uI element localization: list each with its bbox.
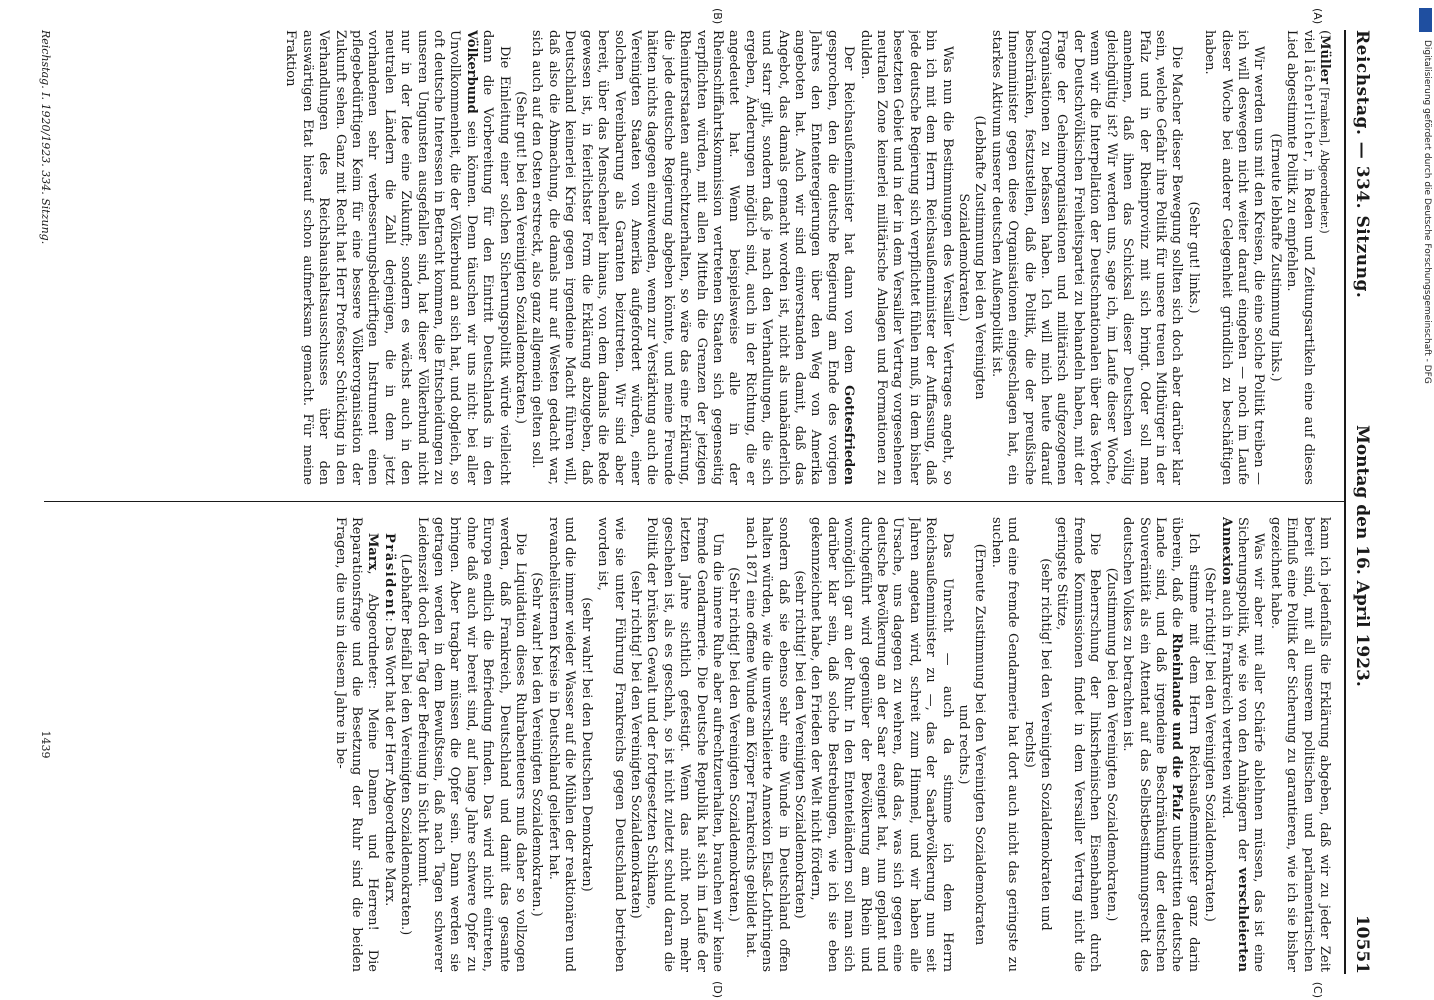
text-run: verschleierten Annexion: [1218, 517, 1250, 972]
text-paragraph: [545, 517, 578, 972]
page-header: [1344, 30, 1388, 974]
text-paragraph: [1217, 517, 1266, 972]
text-run: Ich stimme mit dem Herrn Reichsaußenminister ganz darin überein, daß die: [1169, 517, 1201, 972]
text-run: : Das Wort hat der Herr Abgeordnete Marx.: [381, 617, 397, 907]
text-paragraph: [741, 517, 790, 972]
text-run: (Lebhafter Beifall bei den Vereinigten Sozialdemokraten.): [398, 553, 414, 936]
text-run: Der Reichsaußenminister hat dann von dem: [841, 46, 857, 386]
text-run: [Franken], Abgeordneter.): [1318, 83, 1331, 234]
text-run: sondern daß sie ebenso sehr eine Wunde in Deutschland offen halten würden, wie die unverschleierte Annexion Elsaß-Lothringens nach 1871 eine offene Wunde am Körper Frankreichs gebildet hat.: [742, 517, 791, 972]
text-run: Das Unrecht — auch da stimme ich dem Herrn Reichsaußenminister zu —, das der Saarbevölkerung nun seit Jahren angetan wird, schreit zum Himmel, und wir haben alle Ursache, uns dagegen zu wehren, daß das, was sich gegen eine deutsche Bevölkerung an der Saar ereignet hat, nun geplant und durchgeführt wird gegenüber der Bevölkerung am Rhein und womöglich gar an der Ruhr. In den Ententeländern soll man sich darüber klar sein, daß solche Bestrebungen, wie ich sie eben gekennzeichnet habe, den Frieden der Welt nicht fördern,: [808, 517, 955, 972]
text-paragraph: [1266, 517, 1332, 972]
text-run: (sehr richtig! bei den Vereinigten Sozialdemokraten und rechts): [1021, 558, 1054, 931]
header-date: Montag den 16. April 1923.: [1352, 425, 1372, 687]
text-run: und die immer wieder Wasser auf die Mühlen der reaktionären und revanchelüsternen Kreise in Deutschland geliefert hat.: [545, 517, 578, 972]
right-column: [52, 517, 1332, 972]
text-run: unbestritten deutsche Lande sind, und daß irgendeine Beschränkung der deutschen Souveränität als ein Attentat auf das Selbstbestimmungsrecht des deutschen Volkes zu betrachten ist.: [1120, 517, 1185, 972]
text-run: (Lebhafte Zustimmung bei den Vereinigten Sozialdemokraten.): [956, 115, 988, 400]
text-run: Marx: [365, 533, 381, 571]
text-run: sein können. Denn täuschen wir uns nicht: bei aller Unvollkommenheit, die der Völkerbund an sich hat, und obgleich, so oft deutsche Interessen in Betracht kommen, die Entscheidungen zu unseren Ungunsten ausgefallen sind, hat dieser Völkerbund nicht nur in der Idee eine Zukunft; sondern es wächst auch in den neutralen Ländern die Zahl derjenigen, die in dem jetzt vorhandenen sehr verbesserungsbedürftigen Instrument einen pflegebedürftigen Keim für eine bessere Völkerorganisation der Zukunft sehen. Ganz mit Recht hat Herr Professor Schücking in den Verhandlungen des Reichshaushaltsausschusses über den auswärtigen Etat hierauf schon aufmerksam gemacht. Für meine Fraktion: [283, 30, 479, 485]
text-run: Die Einleitung einer solchen Sicherungspolitik würde vielleicht dann die Vorbereitung für den Eintritt Deutschlands in den: [480, 30, 512, 485]
text-paragraph: [528, 30, 856, 485]
text-paragraph: [594, 517, 627, 972]
text-run: (Erneute Zustimmung bei den Vereinigten Sozialdemokraten und rechts.): [956, 543, 988, 946]
text-run: auch in Frankreich vertreten wird.: [1218, 585, 1234, 819]
interjection-paragraph: [955, 517, 988, 972]
interjection-paragraph: [791, 517, 807, 972]
text-run: kann ich jedenfalls die Erklärung abgeben, daß wir zu jeder Zeit bereit sind, mit all unserem politischen und parlamentarischen Einfluß eine Politik der Sicherung zu garantieren, wie ich sie bisher gezeichnet habe.: [1267, 517, 1332, 972]
interjection-paragraph: [528, 517, 544, 972]
text-paragraph: [987, 30, 1184, 485]
text-run: Rheinlande und die Pfalz: [1169, 633, 1185, 821]
text-run: , Abgeordneter: Meine Damen und Herren! Die Reparationsfrage und die Besetzung der Ruhr sind die beiden Fragen, die uns in diesem Jahre in be-: [332, 517, 381, 972]
interjection-paragraph: [1020, 517, 1053, 972]
margin-marker-a: (A): [1311, 8, 1324, 25]
text-paragraph: [1316, 30, 1332, 485]
text-paragraph: [282, 30, 512, 485]
text-run: Die Macher dieser Bewegung sollten sich doch aber darüber klar sein, welche Gefahr ihre Politik für unsere treuen Mitbürger in der Pfalz und in der Rheinprovinz mit sich bringt. Oder soll man annehmen, daß ihnen das Schicksal dieser Deutschen völlig gleichgültig ist? Wir werden uns, sage ich, im Laufe dieser Woche, wenn wir die Interpellation der Deutschnationalen über das Verbot der Deutschvölkischen Freiheitspartei zu behandeln haben, mit der Frage der Geheimorganisationen und militärisch aufgezogenen Organisationen zu befassen haben. Ich will mich heute darauf beschränken, festzustellen, daß die Politik, die der preußische Innenminister gegen diese Organisationen eingeschlagen hat, ein starkes Aktivum unserer deutschen Außenpolitik ist.: [988, 30, 1185, 485]
dfg-logo-icon: [1419, 8, 1432, 32]
text-run: (: [1317, 30, 1332, 36]
text-run: wie sie unter Führung Frankreichs gegen Deutschland betrieben worden ist,: [595, 517, 627, 972]
text-paragraph: [807, 517, 955, 972]
interjection-paragraph: [1201, 517, 1217, 972]
digitization-sidebar: [1418, 0, 1434, 1000]
text-paragraph: [643, 517, 725, 972]
text-run: (sehr richtig! bei den Vereinigten Sozialdemokraten): [792, 570, 807, 919]
text-run: Müller: [1317, 35, 1332, 84]
text-run: (sehr richtig! bei den Vereinigten Sozialdemokraten): [627, 570, 643, 919]
margin-marker-b: (B): [711, 8, 724, 25]
text-run: Präsident: [381, 533, 397, 618]
text-paragraph: [987, 517, 1020, 972]
left-column: [52, 30, 1332, 485]
text-run: viel: [1300, 30, 1316, 60]
text-run: Was nun die Bestimmungen des Versailler Vertrages angeht, so bin ich mit dem Herrn Reichsaußenminister der Auffassung, daß jede deutsche Regierung sich verpflichtet fühlen muß, in dem bisher besetzten Gebiet und in der in dem Versailler Vertrag vorgesehenen neutralen Zone keinerlei militärische Anlagen und Formationen zu dulden.: [857, 30, 955, 485]
interjection-paragraph: [955, 30, 988, 485]
text-paragraph: [413, 517, 528, 972]
interjection-paragraph: [725, 517, 741, 972]
text-paragraph: [380, 517, 396, 972]
text-run: gesprochen, den die deutsche Regierung am Ende des vorigen Jahres den Ententeregierungen über den Weg von Amerika angeboten hat. Auch wir sind einverstanden damit, daß das Angebot, das damals gemacht worden ist, nicht als unabänderlich und starr gilt, sondern daß je nach den Verhandlungen, die sich ergeben, Änderungen möglich sind, auch in der Richtung, die er angedeutet hat. Wenn beispielsweise alle in der Rheinschiffahrtskommission vertretenen Staaten sich gegenseitig verpflichten würden, mit allen Mitteln die Grenzen der jetzigen Rheinuferstaaten aufrechtzuerhalten, so wäre das eine Erklärung, die jede deutsche Regierung abgeben könnte, und meine Freunde hätten nichts dagegen einzuwenden, wenn zur Verstärkung auch die Vereinigten Staaten von Amerika aufgefordert würden, einer solchen Vereinbarung als Garanten beizutreten. Wir sind aber bereit, über das Menschenalter hinaus, von dem damals die Rede gewesen ist, in feierlichster Form die Erklärung abzugeben, daß Deutschland keinerlei Krieg gegen irgendeine Macht führen will, daß also die Abmachung, die damals nur auf Westen gedacht war, sich auch auf den Osten erstreckt, also ganz allgemein gelten soll.: [529, 30, 840, 485]
footer-left: Reichstag. I. 1920/1923. 334. Sitzung.: [39, 30, 52, 245]
text-run: Gottesfrieden: [841, 385, 857, 485]
interjection-paragraph: [1102, 517, 1118, 972]
interjection-paragraph: [512, 30, 528, 485]
interjection-paragraph: [1184, 30, 1200, 485]
text-run: (Sehr richtig! bei den Vereinigten Sozialdemokraten.): [1202, 567, 1218, 922]
column-divider: [44, 501, 1344, 502]
interjection-paragraph: [577, 517, 593, 972]
text-run: (Sehr gut! bei den Vereinigten Sozialdemokraten.): [513, 91, 529, 424]
text-run: Was wir aber mit aller Schärfe ablehnen müssen, das ist eine Sicherungspolitik, wie sie von den Anhängern der: [1234, 517, 1267, 972]
text-paragraph: [1119, 517, 1201, 972]
interjection-paragraph: [1266, 30, 1282, 485]
header-left-title: Reichstag. — 334. Sitzung.: [1352, 30, 1372, 299]
page-number: 10551: [1352, 914, 1372, 974]
text-run: Völkerbund: [463, 30, 479, 114]
text-paragraph: [1201, 30, 1267, 485]
text-run: und eine fremde Gendarmerie hat dort auch nicht das geringste zu suchen.: [988, 517, 1021, 972]
interjection-paragraph: [397, 517, 413, 972]
text-run: (Sehr wahr! bei den Vereinigten Sozialdemokraten.): [529, 572, 545, 917]
text-paragraph: [856, 30, 954, 485]
text-run: (Sehr gut! links.): [1185, 201, 1201, 314]
text-run: (Zustimmung bei den Vereinigten Sozialdemokraten.): [1103, 567, 1119, 922]
digitization-credit: Digitalisierung gefördert durch die Deutsche Forschungsgemeinschaft - DFG: [1422, 40, 1432, 384]
margin-marker-c: (C): [1311, 981, 1324, 998]
text-run: (Sehr richtig! bei den Vereinigten Sozialdemokraten.): [726, 567, 742, 922]
text-columns: [39, 8, 1344, 998]
text-run: Die Liquidation dieses Ruhrabenteuers muß daher so vollzogen werden, daß Frankreich, Deutschland und damit das gesamte Europa endlich die Befriedung finden. Das wird nicht eintreten, ohne daß auch wir bereit sind, auf lange Jahre schwere Opfer zu bringen. Aber tragbar müssen die Opfer sein. Dann werden sie getragen werden in dem Bewußtsein, daß nach Tagen schwerer Leidenszeit doch der Tag der Befreiung in Sicht kommt.: [414, 517, 529, 972]
text-paragraph: [1053, 517, 1102, 972]
text-run: Um die innere Ruhe aber aufrechtzuerhalten, brauchen wir keine fremde Gendarmerie. Die Deutsche Republik hat sich im Laufe der letzten Jahre sichtlich gefestigt. Wenn das nicht noch mehr geschehen ist, als es geschah, so ist nicht zuletzt schuld daran die Politik der brüsken Gewalt und der fortgesetzten Schikane,: [644, 517, 725, 972]
text-run: , in Reden und Zeitungsartikeln eine auf dieses Lied abgestimmte Politik zu empfehlen.: [1284, 30, 1316, 485]
margin-marker-d: (D): [711, 980, 724, 998]
text-paragraph: [331, 517, 380, 972]
footer-page-code: 1439: [39, 730, 52, 759]
text-run: lächerlicher: [1300, 59, 1316, 159]
text-run: Wir werden uns mit den Kreisen, die eine solche Politik treiben — ich will deswegen nicht weiter darauf eingehen — noch im Laufe dieser Woche bei anderer Gelegenheit gründlich zu beschäftigen haben.: [1202, 30, 1267, 485]
text-paragraph: [1283, 30, 1316, 485]
interjection-paragraph: [627, 517, 643, 972]
text-run: (Erneute lebhafte Zustimmung links.): [1267, 133, 1283, 382]
text-run: Die Beherrschung der linksrheinischen Eisenbahnen durch fremde Kommissionen findet in dem Versailler Vertrag nicht die geringste Stütze,: [1054, 517, 1103, 972]
text-run: (sehr wahr! bei den Deutschen Demokraten): [578, 597, 594, 892]
